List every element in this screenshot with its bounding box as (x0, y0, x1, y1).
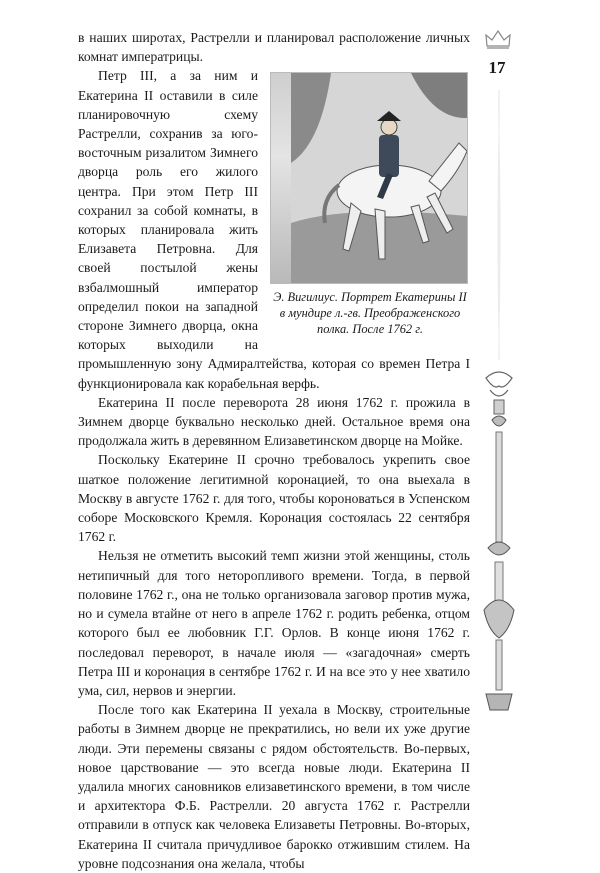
paragraph-3: Екатерина II после переворота 28 июня 1762 г. прожила в Зимнем дворце буквально несколько дней. Остальное время она продолжала жить в деревянном Елизаветинском дворце на Мойке. (78, 394, 470, 449)
paragraph-6: После того как Екатерина II уехала в Москву, строительные работы в Зимнем дворце не прекратились, но вели их уже другие люди. Эти перемены связаны с рядом обстоятельств. Во-первых, новое царствование — это всегда новые люди. Екатерина II удалила многих сановников елизаветинского времени, в том числе и архитектора Ф.Б. Растрелли. 20 августа 1762 г. Растрелли отправили в отпуск как человека Елизаветы Петровны. Во-вторых, Екатерина II считала причудливое барокко отжившим стилем. На уровне подсознания она желала, чтобы (78, 702, 470, 871)
paragraph-5: Нельзя не отметить высокий темп жизни этой женщины, столь нетипичный для того неторопливого времени. Тогда, в первой половине 1762 г., она не только организовала заговор против мужа, но и сумела втайне от него в апреле 1762 г. родить ребенка, отцом которого был ее любовник Г.Г. Орлов. В конце июня 1762 г. последовал переворот, в начале июля — «загадочная» смерть Петра III и коронация в сентябре 1762 г. И на все это у нее хватило ума, сил, нервов и энергии. (78, 548, 470, 698)
portrait-engraving (270, 72, 468, 284)
decorative-column-icon (474, 90, 524, 730)
figure-block (270, 72, 470, 337)
paragraph-1: в наших широтах, Растрелли и планировал расположение личных комнат императрицы. (78, 30, 470, 65)
horse-rider-illustration (291, 73, 468, 283)
body-text-column (78, 28, 470, 873)
paragraph-2-text: Петр III, а за ним и Екатерина II оставили в силе планировочную схему Растрелли, сохранив за юго-восточным ризалитом Зимнего дворца роль его жилого центра. При этом Петр III сохранил за собой комнаты, в которых планировала жить Елизавета Петровна. Для своей постылой жены взбалмошный император определил покои на западной стороне Зимнего дворца, окна которых выходили на промышленную зону Адмиралтейства, которая со времен Петра I функционировала как корабельная верфь. (78, 68, 470, 391)
crown-icon (484, 28, 512, 50)
figure-caption: Э. Вигилиус. Портрет Екатерины II в мундире л.-гв. Преображенского полка. После 1762 г. (273, 290, 467, 336)
paragraph-2 (78, 66, 470, 392)
page-number: 17 (488, 58, 506, 77)
paragraph-4: Поскольку Екатерине II срочно требовалось укрепить свое шаткое положение легитимной коронацией, то она выехала в Москву в августе 1762 г. для того, чтобы короноваться в Успенском соборе Московского Кремля. Коронация состоялась 22 сентября 1762 г. (78, 452, 470, 545)
